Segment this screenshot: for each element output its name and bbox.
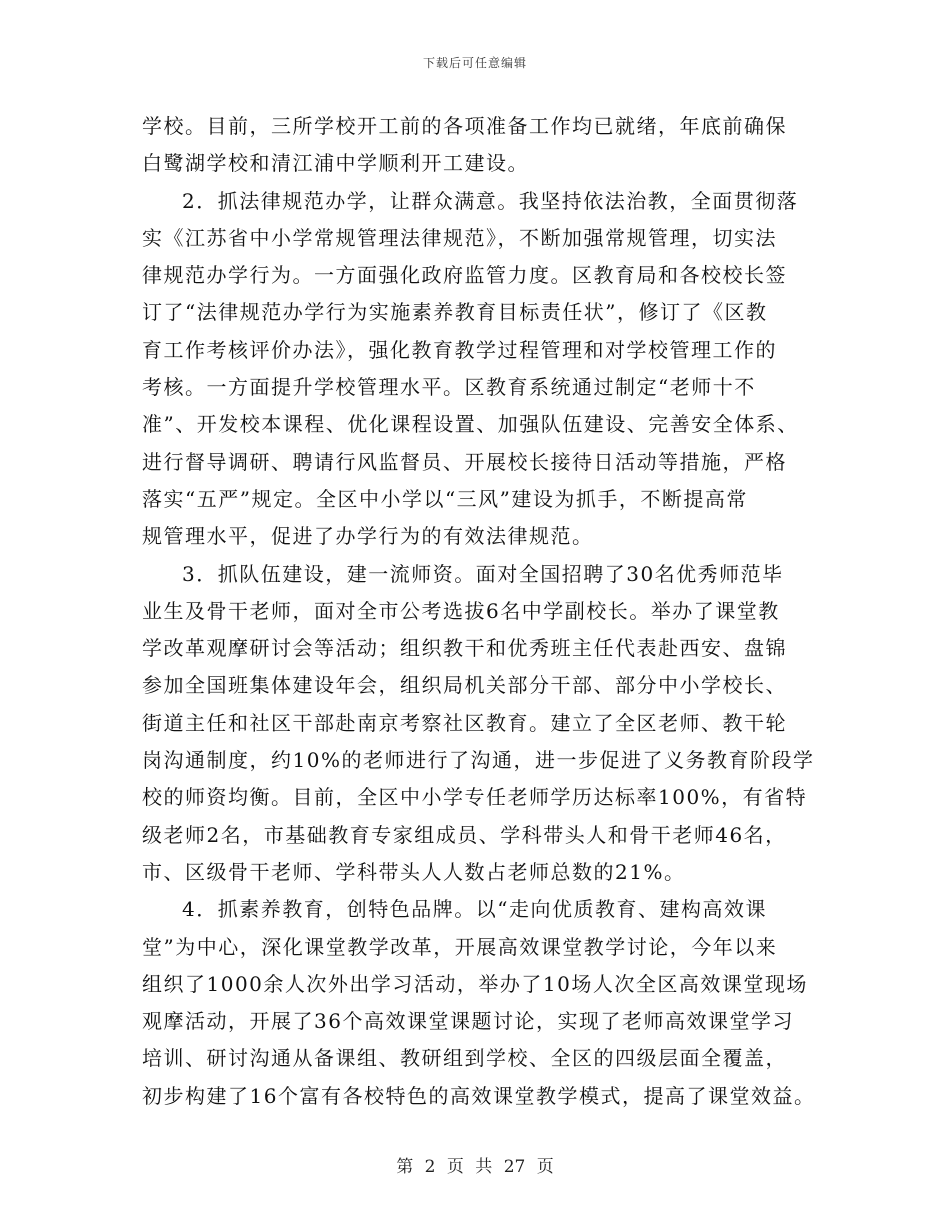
text-line: 2．抓法律规范办学，让群众满意。我坚持依法治教，全面贯彻落: [182, 188, 799, 213]
text-line: 学校。目前，三所学校开工前的各项准备工作均已就绪，年底前确保: [142, 114, 787, 138]
text-line: 准”、开发校本课程、优化课程设置、加强队伍建设、完善安全体系、: [142, 412, 799, 437]
text-line: 培训、研讨沟通从备课组、教研组到学校、全区的四级层面全覆盖，: [142, 1046, 787, 1071]
text-line: 级老师2名，市基础教育专家组成员、学科带头人和骨干老师46名，: [142, 822, 787, 847]
text-line: 实《江苏省中小学常规管理法律规范》，不断加强常规管理，切实法: [142, 225, 777, 250]
text-line: 校的师资均衡。目前，全区中小学专任老师学历达标率100%，有省特: [142, 785, 808, 810]
text-line: 初步构建了16个富有各校特色的高效课堂教学模式，提高了课堂效益。: [142, 1083, 816, 1108]
text-line: 街道主任和社区干部赴南京考察社区教育。建立了全区老师、教干轮: [142, 710, 787, 735]
text-line: 业生及骨干老师，面对全市公考选拔6名中学副校长。举办了课堂教: [142, 598, 780, 623]
text-line: 岗沟通制度，约10%的老师进行了沟通，进一步促进了义务教育阶段学: [142, 748, 815, 773]
document-body: [142, 108, 814, 1115]
text-line: 落实“五严”规定。全区中小学以“三风”建设为抓手，不断提高常: [142, 486, 748, 511]
page-header: 下载后可任意编辑: [422, 56, 527, 70]
text-line: 律规范办学行为。一方面强化政府监管力度。区教育局和各校校长签: [142, 263, 787, 288]
text-line: 订了“法律规范办学行为实施素养教育目标责任状”，修订了《区教: [142, 300, 768, 325]
text-line: 组织了1000余人次外出学习活动，举办了10场人次全区高效课堂现场: [142, 971, 808, 996]
text-line: 堂”为中心，深化课堂教学改革，开展高效课堂教学讨论，今年以来: [142, 934, 778, 959]
text-line: 进行督导调研、聘请行风监督员、开展校长接待日活动等措施，严格: [142, 449, 787, 474]
text-line: 观摩活动，开展了36个高效课堂课题讨论，实现了老师高效课堂学习: [142, 1009, 794, 1034]
text-line: 育工作考核评价办法》，强化教育教学过程管理和对学校管理工作的: [142, 337, 777, 362]
text-line: 3．抓队伍建设，建一流师资。面对全国招聘了30名优秀师范毕: [182, 561, 784, 586]
text-line: 4．抓素养教育，创特色品牌。以“走向优质教育、建构高效课: [182, 897, 767, 922]
text-line: 规管理水平，促进了办学行为的有效法律规范。: [142, 524, 594, 549]
text-line: 考核。一方面提升学校管理水平。区教育系统通过制定“老师十不: [142, 375, 756, 400]
text-line: 白鹭湖学校和清江浦中学顺利开工建设。: [142, 151, 529, 176]
text-line: 市、区级骨干老师、学科带头人人数占老师总数的21%。: [142, 859, 686, 884]
text-line: 参加全国班集体建设年会，组织局机关部分干部、部分中小学校长、: [142, 673, 787, 698]
page-footer: 第 2 页 共 27 页: [396, 1157, 554, 1177]
text-line: 学改革观摩研讨会等活动；组织教干和优秀班主任代表赴西安、盘锦: [142, 636, 787, 661]
